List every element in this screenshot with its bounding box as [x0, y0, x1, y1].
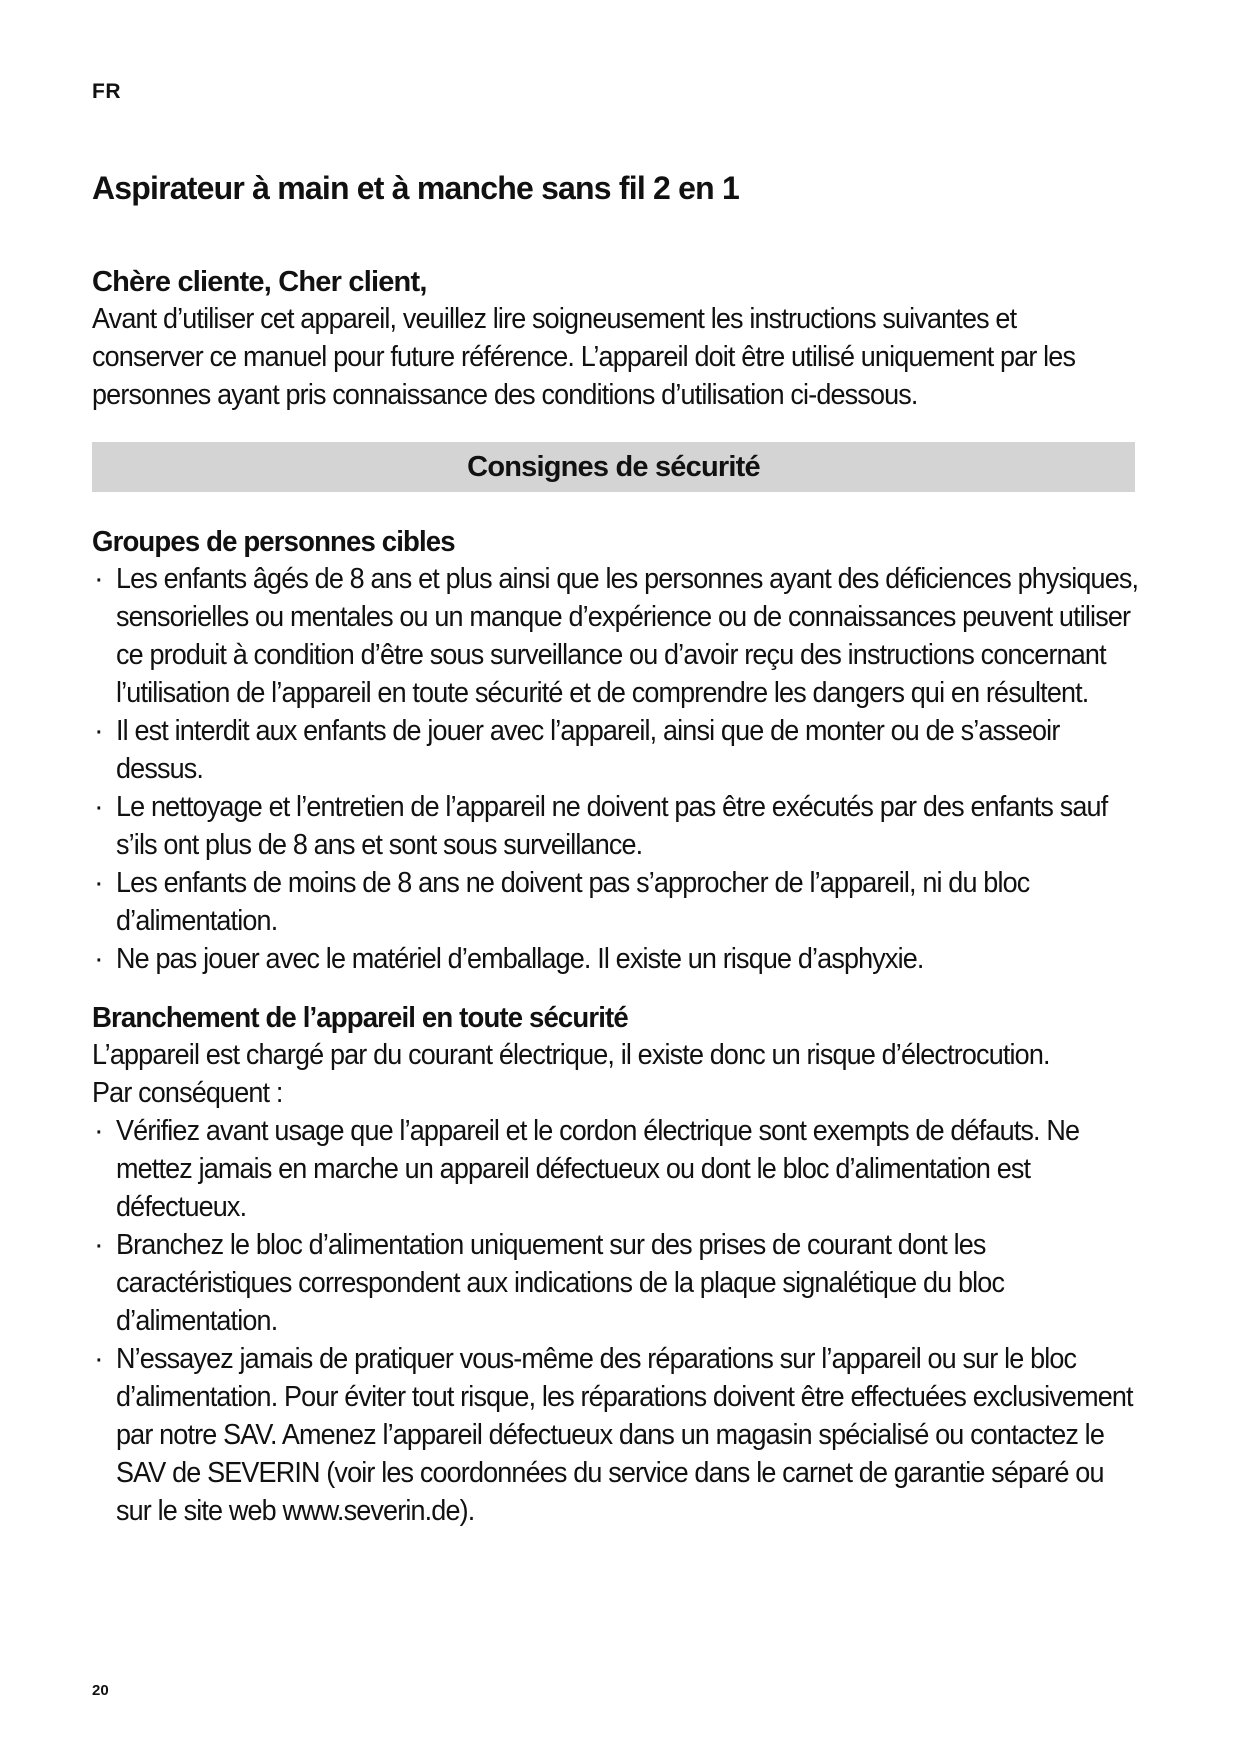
list-item: [92, 560, 1142, 712]
bullet-list: [92, 560, 1142, 978]
list-item-text: Branchez le bloc d’alimentation uniquement sur des prises de courant dont les caractéristiques correspondent aux indications de la plaque signalétique du bloc d’alimentation.: [116, 1229, 1005, 1337]
list-item: [92, 940, 1142, 978]
intro-paragraph: Avant d’utiliser cet appareil, veuillez lire soigneusement les instructions suivantes et conserver ce manuel pour future référence. L’appareil doit être utilisé uniquement par les personnes ayant pris connaissance des conditions d’utilisation ci-dessous.: [92, 303, 1076, 411]
list-item: [92, 1340, 1142, 1530]
list-item-text: Il est interdit aux enfants de jouer avec l’appareil, ainsi que de monter ou de s’asseoir dessus.: [116, 715, 1060, 785]
list-item: [92, 788, 1142, 864]
safety-banner: Consignes de sécurité: [92, 442, 1135, 492]
bullet-icon: ·: [94, 791, 103, 823]
list-item: [92, 1226, 1142, 1340]
bullet-icon: ·: [94, 867, 103, 899]
bullet-icon: ·: [94, 715, 103, 747]
list-item-text: Vérifiez avant usage que l’appareil et le cordon électrique sont exempts de défauts. Ne mettez jamais en marche un appareil défectueux ou dont le bloc d’alimentation est défectueux.: [116, 1115, 1080, 1223]
list-item: [92, 864, 1142, 940]
bullet-icon: ·: [94, 943, 103, 975]
bullet-icon: ·: [94, 1229, 103, 1261]
section-target-groups: [92, 524, 1142, 978]
section-heading: Groupes de personnes cibles: [92, 526, 455, 558]
document-content: [92, 168, 1142, 1530]
bullet-icon: ·: [94, 1343, 103, 1375]
bullet-icon: ·: [94, 563, 103, 595]
section-safe-connection: [92, 1000, 1142, 1530]
language-label: FR: [92, 80, 121, 103]
section-paragraph: Par conséquent :: [92, 1077, 283, 1109]
section-heading: Branchement de l’appareil en toute sécurité: [92, 1002, 628, 1034]
list-item-text: Les enfants âgés de 8 ans et plus ainsi que les personnes ayant des déficiences physiques, sensorielles ou mentales ou un manque d’expérience ou de connaissances peuvent utiliser ce produit à condition d’être sous surveillance ou d’avoir reçu des instructions concernant l’utilisation de l’appareil en toute sécurité et de comprendre les dangers qui en résultent.: [116, 563, 1139, 709]
list-item: [92, 1112, 1142, 1226]
page-number: 20: [92, 1682, 109, 1699]
list-item-text: Les enfants de moins de 8 ans ne doivent pas s’approcher de l’appareil, ni du bloc d’alimentation.: [116, 867, 1030, 937]
list-item-text: Le nettoyage et l’entretien de l’appareil ne doivent pas être exécutés par des enfants sauf s’ils ont plus de 8 ans et sont sous surveillance.: [116, 791, 1108, 861]
salutation: Chère cliente, Cher client,: [92, 266, 427, 298]
section-paragraph: L’appareil est chargé par du courant électrique, il existe donc un risque d’électrocution.: [92, 1039, 1050, 1071]
document-title: Aspirateur à main et à manche sans fil 2 en 1: [92, 170, 739, 206]
list-item-text: Ne pas jouer avec le matériel d’emballage. Il existe un risque d’asphyxie.: [116, 943, 924, 975]
list-item-text: N’essayez jamais de pratiquer vous-même des réparations sur l’appareil ou sur le bloc d’alimentation. Pour éviter tout risque, les réparations doivent être effectuées exclusivement par notre SAV. Amenez l’appareil défectueux dans un magasin spécialisé ou contactez le SAV de SEVERIN (voir les coordonnées du service dans le carnet de garantie séparé ou sur le site web www.severin.de).: [116, 1343, 1133, 1527]
bullet-list: [92, 1112, 1142, 1530]
bullet-icon: ·: [94, 1115, 103, 1147]
list-item: [92, 712, 1142, 788]
